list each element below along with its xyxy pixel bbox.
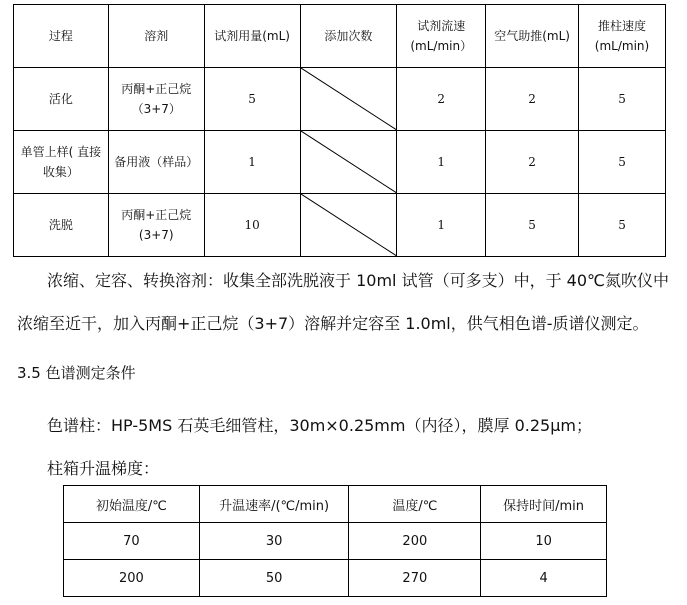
table-cell: 5 (579, 131, 666, 194)
header-line: 推柱速度 (598, 19, 647, 33)
table-row (14, 68, 666, 131)
header-cell: 升温速率/(℃/min) (199, 486, 349, 523)
header-line: (mL/min) (594, 39, 650, 53)
table-cell (108, 194, 204, 257)
table-cell: 1 (397, 131, 486, 194)
table-cell: 1 (397, 194, 486, 257)
section-title: 3.5 色谱测定条件 (17, 364, 136, 382)
cell-line: (3+7) (138, 228, 174, 242)
table-header-row (64, 486, 607, 523)
table-cell: 50 (199, 560, 349, 597)
header-cell: 温度/℃ (349, 486, 481, 523)
table-cell: 200 (349, 523, 481, 560)
table-cell: 2 (397, 68, 486, 131)
header-cell: 保持时间/min (481, 486, 607, 523)
table-cell: 10 (481, 523, 607, 560)
diagonal-empty-cell (300, 131, 397, 194)
diagonal-empty-cell (300, 194, 397, 257)
paragraph-line: 浓缩至近干，加入丙酮+正己烷（3+7）溶解并定容至 1.0ml，供气相色谱-质谱仪测定。 (17, 314, 649, 333)
header-cell: 添加次数 (300, 5, 397, 68)
header-line: (mL/min） (410, 39, 473, 53)
cell-line: 丙酮+正己烷 (121, 82, 192, 96)
table-row (64, 523, 607, 560)
table-cell: 2 (486, 68, 579, 131)
table-cell: 30 (199, 523, 349, 560)
table-cell: 10 (204, 194, 300, 257)
header-cell: 试剂用量(mL) (204, 5, 300, 68)
table-cell: 5 (204, 68, 300, 131)
header-cell: 初始温度/℃ (64, 486, 200, 523)
table-cell (108, 68, 204, 131)
table-cell: 洗脱 (14, 194, 109, 257)
header-cell: 空气助推(mL) (486, 5, 579, 68)
table-cell: 4 (481, 560, 607, 597)
table-row (14, 194, 666, 257)
table-cell: 270 (349, 560, 481, 597)
table-cell: 活化 (14, 68, 109, 131)
cell-line: 单管上样( 直接 (20, 145, 102, 159)
header-line: 试剂流速 (417, 19, 466, 33)
diagonal-empty-cell (300, 68, 397, 131)
column-spec: 色谱柱：HP-5MS 石英毛细管柱，30m×0.25mm（内径），膜厚 0.25μm； (47, 416, 592, 435)
table-cell: 1 (204, 131, 300, 194)
cell-line: 收集） (42, 165, 79, 179)
header-cell: 过程 (14, 5, 109, 68)
cell-line: （3+7） (131, 102, 181, 116)
extraction-table (13, 4, 666, 257)
table-cell: 200 (64, 560, 200, 597)
table-cell: 5 (579, 194, 666, 257)
gradient-title: 柱箱升温梯度： (47, 459, 160, 478)
table-row (64, 560, 607, 597)
table-cell: 2 (486, 131, 579, 194)
oven-gradient-table (63, 485, 607, 597)
paragraph-line: 浓缩、定容、转换溶剂：收集全部洗脱液于 10ml 试管（可多支）中，于 40℃氮吹仪中 (47, 271, 669, 290)
table-cell: 5 (486, 194, 579, 257)
table-header-row (14, 5, 666, 68)
table-cell: 5 (579, 68, 666, 131)
header-cell (397, 5, 486, 68)
header-cell (579, 5, 666, 68)
cell-line: 丙酮+正己烷 (121, 208, 192, 222)
table-cell: 备用液（样品） (108, 131, 204, 194)
table-cell (14, 131, 109, 194)
table-row (14, 131, 666, 194)
header-cell: 溶剂 (108, 5, 204, 68)
table-cell: 70 (64, 523, 200, 560)
